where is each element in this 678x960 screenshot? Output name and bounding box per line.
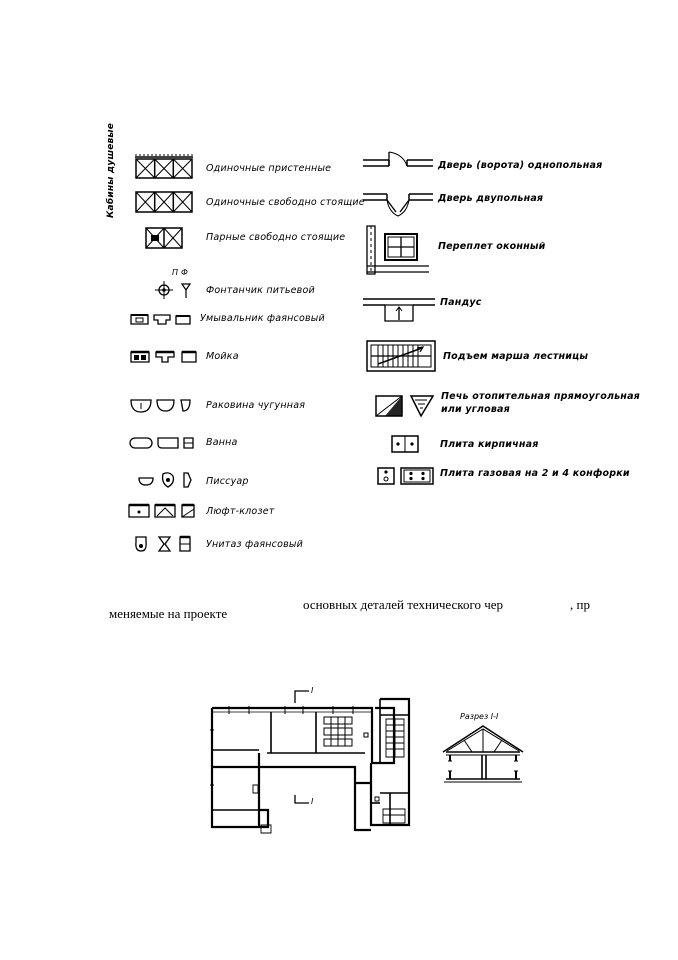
legend-label: Унитаз фаянсовый <box>206 539 303 550</box>
section-mark-bottom: I <box>311 797 314 806</box>
legend-label: Мойка <box>206 351 239 362</box>
shower-cabin-wall-icon <box>135 154 193 182</box>
shower-cabins-side-label: Кабины душевые <box>106 122 116 218</box>
legend-label: Фонтанчик питьевой <box>206 285 315 296</box>
window-frame-icon <box>367 226 429 274</box>
shower-cabin-freestanding-icon <box>135 191 193 213</box>
sink-icon <box>130 350 198 364</box>
brick-stove-icon <box>391 435 419 453</box>
legend-label: Плита газовая на 2 и 4 конфорки <box>440 468 630 479</box>
legend-label: Умывальник фаянсовый <box>200 313 325 324</box>
legend-label: Дверь двупольная <box>438 193 544 204</box>
building-section-drawing <box>442 724 524 786</box>
legend-label: Пандус <box>440 297 482 308</box>
legend-label: Люфт-клозет <box>206 506 275 517</box>
shower-cabin-paired-icon <box>145 227 183 249</box>
bathtub-icon <box>129 436 195 450</box>
legend-label: Переплет оконный <box>438 241 546 252</box>
floor-plan-drawing <box>205 685 420 843</box>
legend-label: Раковина чугунная <box>206 400 306 411</box>
legend-label: Подъем марша лестницы <box>443 351 589 362</box>
caption-line2: меняемые на проекте <box>109 606 228 621</box>
ramp-icon <box>363 293 435 323</box>
washbasin-icon <box>130 312 192 326</box>
legend-label: Дверь (ворота) однопольная <box>438 160 603 171</box>
legend-label-line2: или угловая <box>441 404 510 415</box>
legend-label: Парные свободно стоящие <box>206 232 346 243</box>
cast-iron-sink-icon <box>130 398 192 414</box>
caption-part2: , пр <box>570 597 590 612</box>
legend-label: Ванна <box>206 437 238 448</box>
legend-label: Писсуар <box>206 476 249 487</box>
section-mark-top: I <box>311 686 314 695</box>
gas-stove-icon <box>377 466 435 486</box>
double-door-icon <box>363 190 433 218</box>
legend-label: Плита кирпичная <box>440 439 539 450</box>
legend-label: Печь отопительная прямоугольная <box>441 391 640 402</box>
legend-label: Одиночные пристенные <box>206 163 332 174</box>
pf-header: П Ф <box>172 268 189 277</box>
heating-stove-icon <box>375 395 435 417</box>
caption-part1: основных деталей технического чер <box>303 597 504 612</box>
luft-closet-icon <box>128 504 196 518</box>
single-door-icon <box>363 152 433 178</box>
section-title: Разрез I-I <box>460 712 499 721</box>
drinking-fountain-icon <box>155 281 195 299</box>
legend-label: Одиночные свободно стоящие <box>206 197 365 208</box>
urinal-icon <box>138 471 194 489</box>
toilet-icon <box>134 536 194 552</box>
stair-flight-icon <box>366 340 436 372</box>
